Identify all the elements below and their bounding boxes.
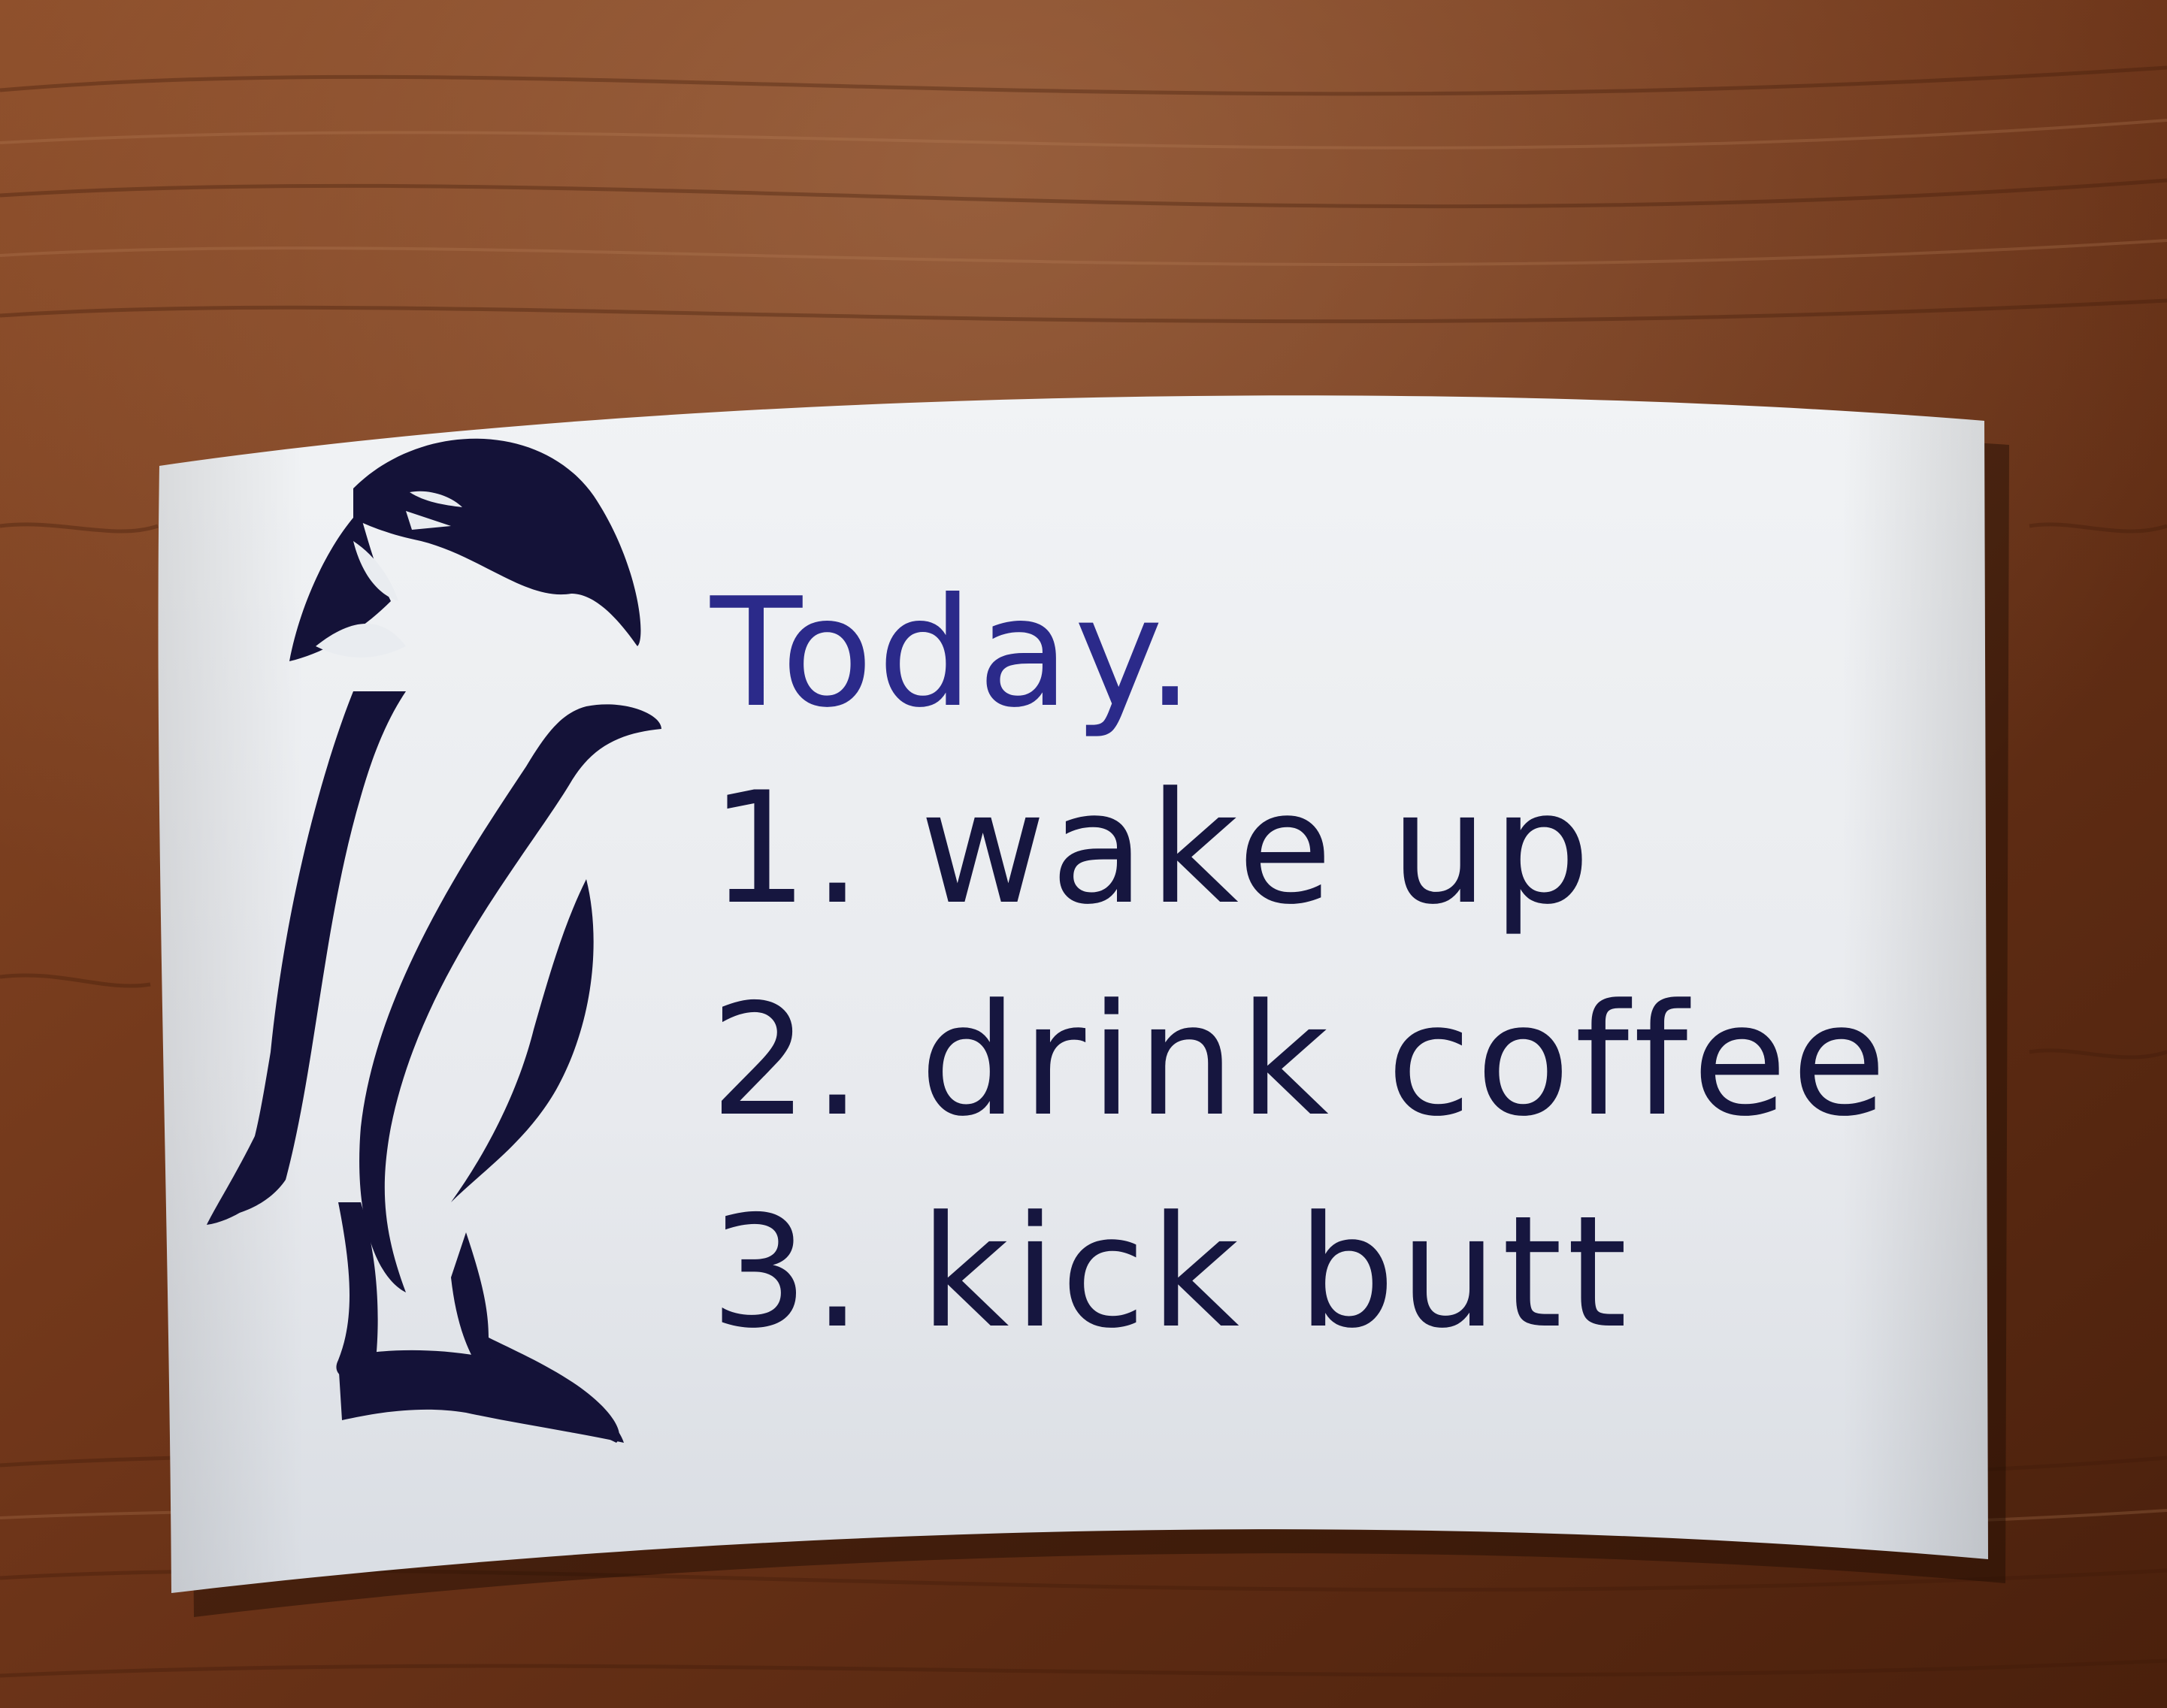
list-item-wake-up: 1. wake up: [710, 760, 1595, 939]
title-today: Today.: [710, 566, 1199, 741]
sleeve-print: [710, 566, 2026, 1408]
list-item-kick-butt: 3. kick butt: [710, 1184, 1632, 1362]
list-item-drink-coffee: 2. drink coffee: [710, 972, 1891, 1150]
